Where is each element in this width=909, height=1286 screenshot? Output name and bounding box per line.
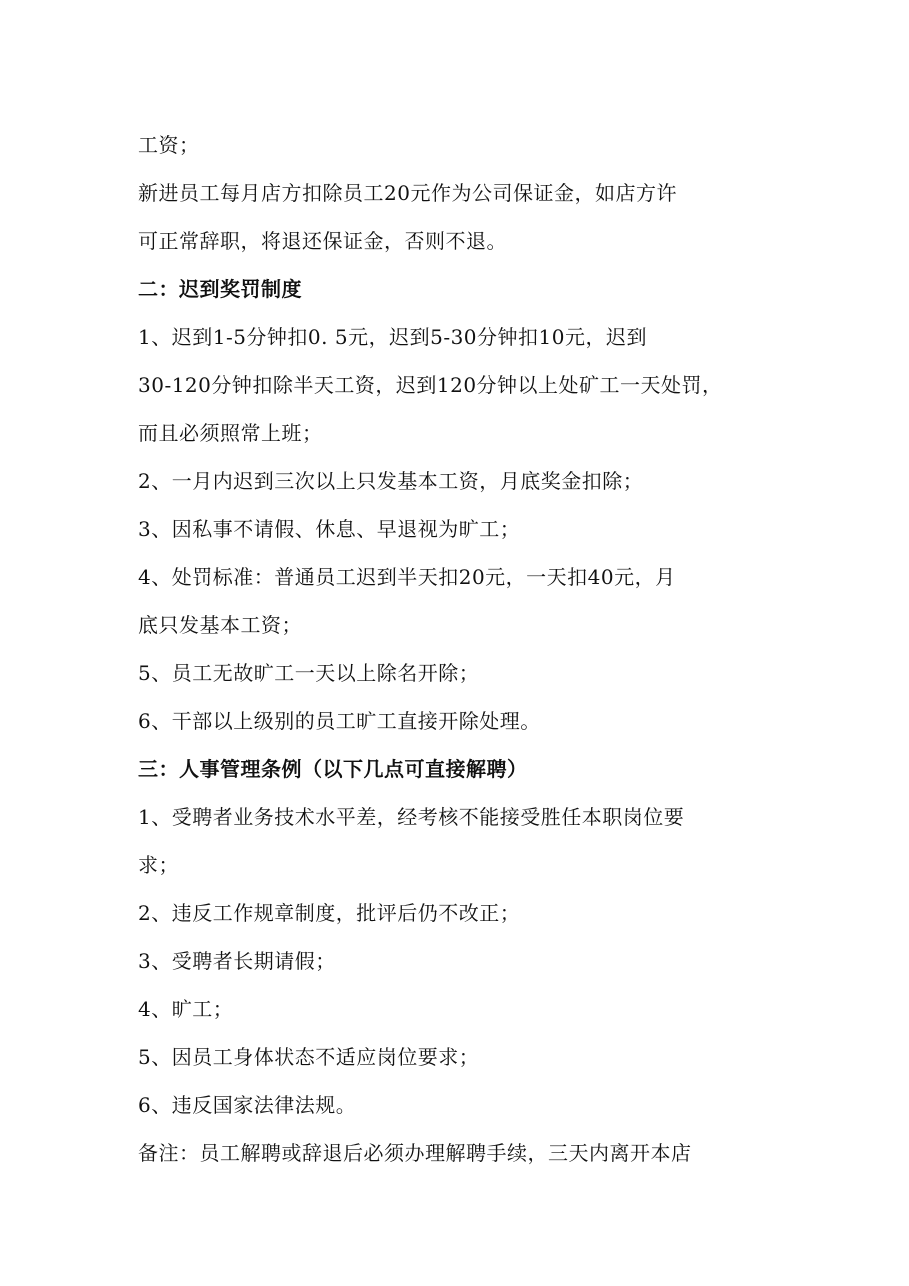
text-line-lateness-4a: 4、处罚标准：普通员工迟到半天扣20元，一天扣40元，月 [138,565,676,589]
text-line-lateness-2: 2、一月内迟到三次以上只发基本工资，月底奖金扣除； [138,469,644,493]
text-line-deposit-2: 可正常辞职，将退还保证金，否则不退。 [138,229,507,253]
text-line-personnel-3: 3、受聘者长期请假； [138,949,336,973]
text-line-lateness-1a: 1、迟到1-5分钟扣0. 5元，迟到5-30分钟扣10元，迟到 [138,325,647,349]
text-line-deposit-1: 新进员工每月店方扣除员工20元作为公司保证金，如店方许 [138,181,677,205]
text-line-personnel-6: 6、违反国家法律法规。 [138,1093,357,1117]
text-line-remark: 备注：员工解聘或辞退后必须办理解聘手续，三天内离开本店 [138,1141,692,1165]
text-line-personnel-1a: 1、受聘者业务技术水平差，经考核不能接受胜任本职岗位要 [138,805,685,829]
text-line-lateness-4b: 底只发基本工资； [138,613,302,637]
text-line-personnel-1b: 求； [138,853,179,877]
text-line-lateness-1c: 而且必须照常上班； [138,421,323,445]
text-line-personnel-5: 5、因员工身体状态不适应岗位要求； [138,1045,480,1069]
text-line-lateness-1b: 30-120分钟扣除半天工资，迟到120分钟以上处矿工一天处罚， [138,373,723,397]
text-line-wage: 工资； [138,133,200,157]
text-line-personnel-4: 4、旷工； [138,997,234,1021]
section-heading-lateness: 二：迟到奖罚制度 [138,277,302,301]
section-heading-personnel: 三：人事管理条例（以下几点可直接解聘） [138,757,528,781]
text-line-lateness-5: 5、员工无故旷工一天以上除名开除； [138,661,480,685]
text-line-lateness-3: 3、因私事不请假、休息、早退视为旷工； [138,517,521,541]
text-line-lateness-6: 6、干部以上级别的员工旷工直接开除处理。 [138,709,541,733]
text-line-personnel-2: 2、违反工作规章制度，批评后仍不改正； [138,901,521,925]
